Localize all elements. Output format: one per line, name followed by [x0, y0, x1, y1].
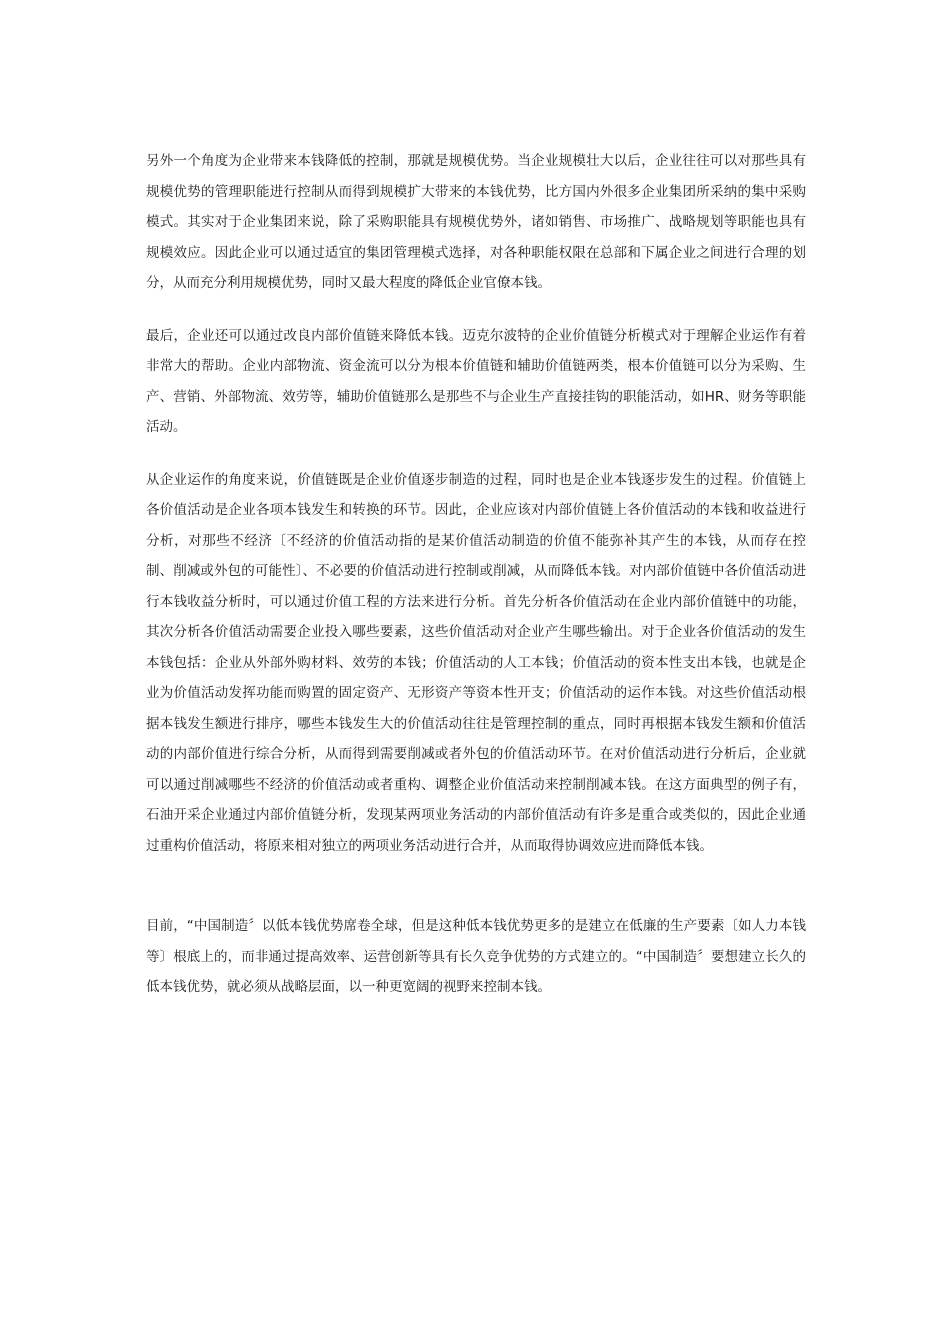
- paragraph-value-chain-analysis: 从企业运作的角度来说，价值链既是企业价值逐步制造的过程，同时也是企业本钱逐步发生的过程。价值链上各价值活动是企业各项本钱发生和转换的环节。因此，企业应该对内部价值链上各价值活动的本钱和收益进行分析，对那些不经济〔不经济的价值活动指的是某价值活动制造的价值不能弥补其产生的本钱，从而存在控制、削减或外包的可能性〕、不必要的价值活动进行控制或削减，从而降低本钱。对内部价值链中各价值活动进行本钱收益分析时，可以通过价值工程的方法来进行分析。首先分析各价值活动在企业内部价值链中的功能，其次分析各价值活动需要企业投入哪些要素，这些价值活动对企业产生哪些输出。对于企业各价值活动的发生本钱包括：企业从外部外购材料、效劳的本钱；价值活动的人工本钱；价值活动的资本性支出本钱，也就是企业为价值活动发挥功能而购置的固定资产、无形资产等资本性开支；价值活动的运作本钱。对这些价值活动根据本钱发生额进行排序，哪些本钱发生大的价值活动往往是管理控制的重点，同时再根据本钱发生额和价值活动的内部价值进行综合分析，从而得到需要削减或者外包的价值活动环节。在对价值活动进行分析后，企业就可以通过削减哪些不经济的价值活动或者重构、调整企业价值活动来控制削减本钱。在这方面典型的例子有，石油开采企业通过内部价值链分析，发现某两项业务活动的内部价值活动有许多是重合或类似的，因此企业通过重构价值活动，将原来相对独立的两项业务活动进行合并，从而取得协调效应进而降低本钱。: [146, 471, 806, 854]
- document-body: [146, 146, 806, 1025]
- paragraph-value-chain-intro: 最后，企业还可以通过改良内部价值链来降低本钱。迈克尔波特的企业价值链分析模式对于理解企业运作有着非常大的帮助。企业内部物流、资金流可以分为根本价值链和辅助价值链两类，根本价值链可以分为采购、生产、营销、外部物流、效劳等，辅助价值链那么是那些不与企业生产直接挂钩的职能活动，如HR、财务等职能活动。: [146, 327, 806, 435]
- paragraph-made-in-china: 目前，“中国制造〞以低本钱优势席卷全球，但是这种低本钱优势更多的是建立在低廉的生产要素〔如人力本钱等〕根底上的，而非通过提高效率、运营创新等具有长久竞争优势的方式建立的。“中国制造〞要想建立长久的低本钱优势，就必须从战略层面，以一种更宽阔的视野来控制本钱。: [146, 918, 806, 995]
- paragraph-scale-advantage: 另外一个角度为企业带来本钱降低的控制，那就是规模优势。当企业规模壮大以后，企业往往可以对那些具有规模优势的管理职能进行控制从而得到规模扩大带来的本钱优势，比方国内外很多企业集团所采纳的集中采购模式。其实对于企业集团来说，除了采购职能具有规模优势外，诸如销售、市场推广、战略规划等职能也具有规模效应。因此企业可以通过适宜的集团管理模式选择，对各种职能权限在总部和下属企业之间进行合理的划分，从而充分利用规模优势，同时又最大程度的降低企业官僚本钱。: [146, 153, 806, 291]
